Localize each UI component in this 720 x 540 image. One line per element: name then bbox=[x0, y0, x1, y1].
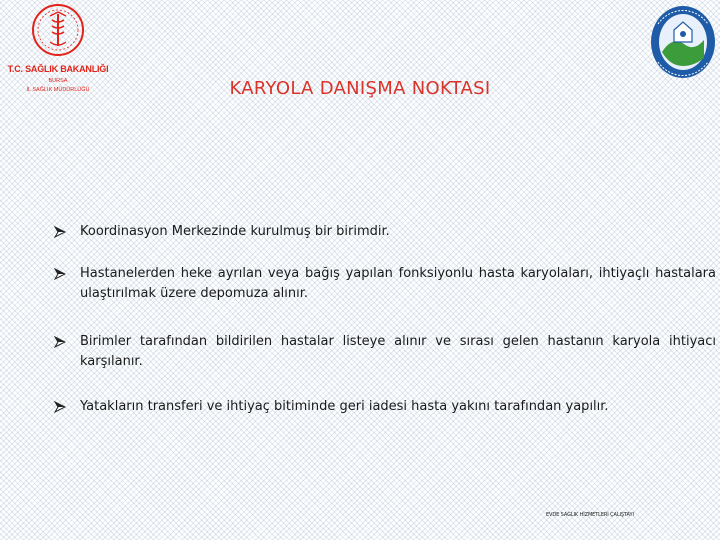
footer-text: EVDE SAĞLIK HİZMETLERİ ÇALIŞTAYI bbox=[546, 512, 634, 518]
arrow-bullet-icon bbox=[54, 336, 66, 348]
list-item bbox=[54, 397, 716, 417]
bullet-text: Yatakların transferi ve ihtiyaç bitiminde geri iadesi hasta yakını tarafından yapılır. bbox=[80, 399, 609, 414]
ministry-name: T.C. SAĞLIK BAKANLIĞI bbox=[7, 64, 109, 74]
list-item bbox=[54, 332, 716, 372]
bullet-text: Hastanelerden heke ayrılan veya bağış yapılan fonksiyonlu hasta karyolaları, ihtiyaçlı hastalara ulaştırılmak üzere depomuza alınır. bbox=[80, 266, 716, 301]
list-item bbox=[54, 264, 716, 304]
list-item bbox=[54, 222, 716, 242]
arrow-bullet-icon bbox=[54, 226, 66, 238]
ministry-emblem-icon bbox=[30, 2, 86, 62]
home-care-seal-icon bbox=[648, 2, 718, 88]
arrow-bullet-icon bbox=[54, 268, 66, 280]
slide-title: KARYOLA DANIŞMA NOKTASI bbox=[229, 78, 491, 99]
bullet-text: Birimler tarafından bildirilen hastalar listeye alınır ve sırası gelen hastanın karyola ihtiyacı karşılanır. bbox=[80, 334, 716, 369]
home-care-logo bbox=[648, 2, 718, 88]
ministry-directorate: İL SAĞLIK MÜDÜRLÜĞÜ bbox=[26, 87, 90, 93]
ministry-city: BURSA bbox=[48, 78, 68, 84]
arrow-bullet-icon bbox=[54, 401, 66, 413]
ministry-logo bbox=[4, 2, 112, 102]
bullet-text: Koordinasyon Merkezinde kurulmuş bir birimdir. bbox=[80, 224, 390, 239]
